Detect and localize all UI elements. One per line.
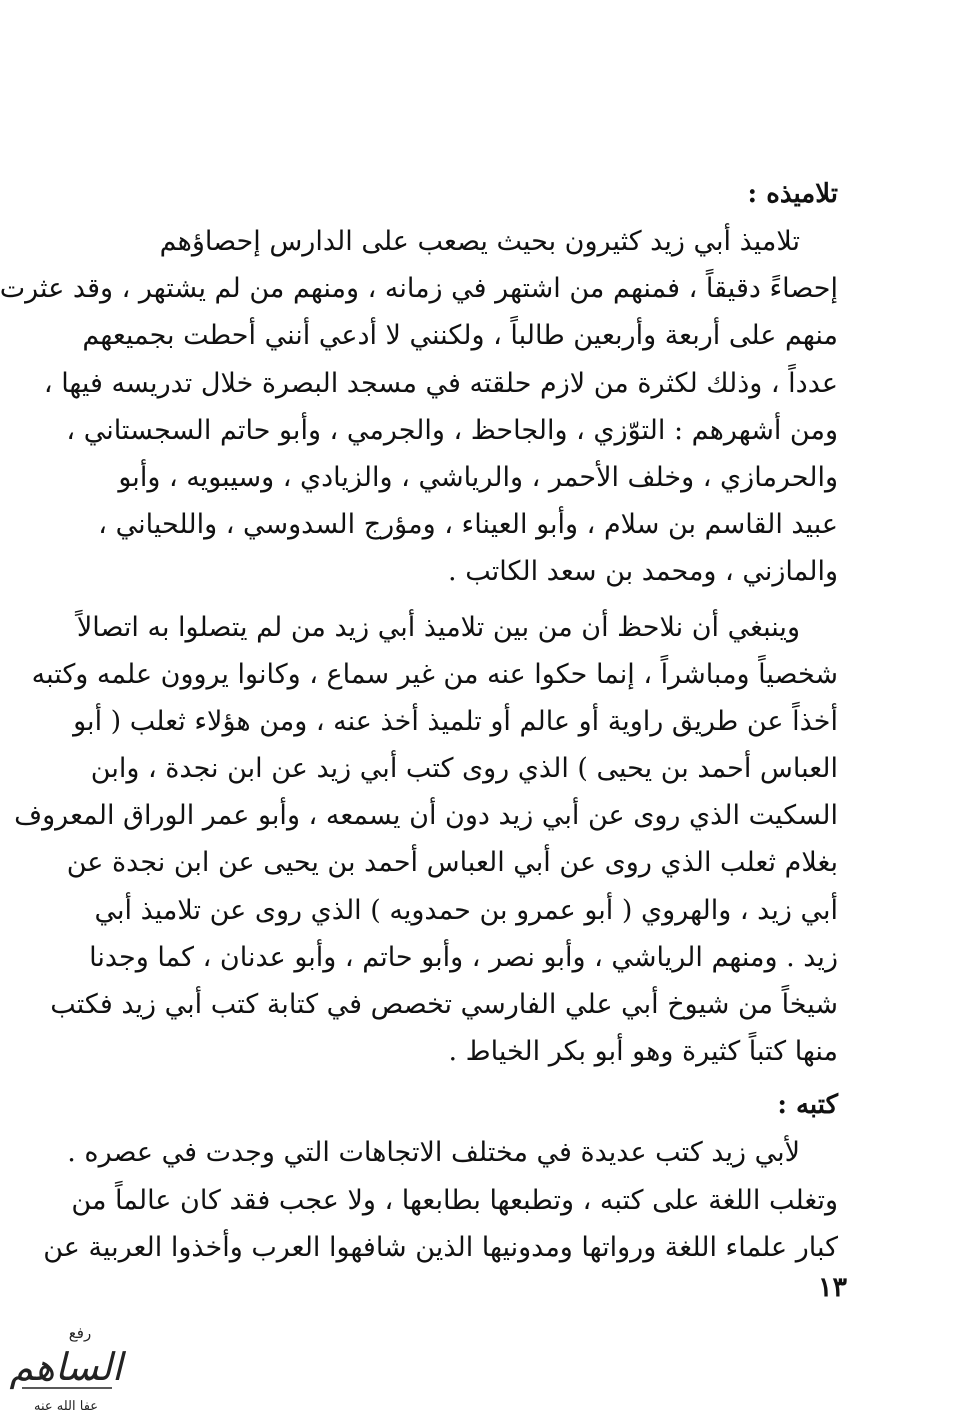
section-heading-books: كتبه : bbox=[777, 1090, 838, 1121]
text-line: أخذاً عن طريق راوية أو عالم أو تلميذ أخذ عنه ، ومن هؤلاء ثعلب ( أبو bbox=[73, 705, 838, 737]
stamp-bottom-text: عفا الله عنه bbox=[33, 1399, 99, 1414]
text-line: والمازني ، ومحمد بن سعد الكاتب . bbox=[448, 556, 838, 588]
text-line: السكيت الذي روى عن أبي زيد دون أن يسمعه ، وأبو عمر الوراق المعروف bbox=[14, 800, 838, 832]
text-line: عدداً ، وذلك لكثرة من لازم حلقته في مسجد البصرة خلال تدريسه فيها ، bbox=[43, 367, 838, 399]
text-line: منها كتباً كثيرة وهو أبو بكر الخياط . bbox=[448, 1036, 838, 1068]
text-line: بغلام ثعلب الذي روى عن أبي العباس أحمد بن يحيى عن ابن نجدة عن bbox=[66, 847, 838, 879]
paragraph-3 bbox=[43, 1129, 838, 1271]
text-line: ومن أشهرهم : التوّزي ، والجاحظ ، والجرمي ، وأبو حاتم السجستاني ، bbox=[66, 414, 838, 446]
stamp-main-text: الساهم bbox=[9, 1345, 123, 1389]
text-line: إحصاءً دقيقاً ، فمنهم من اشتهر في زمانه ، ومنهم من لم يشتهر ، وقد عثرت bbox=[0, 273, 838, 305]
text-line: أبي زيد ، والهروي ( أبو عمرو بن حمدويه ) الذي روى عن تلاميذ أبي bbox=[94, 894, 838, 926]
stamp-top-text: رفع bbox=[68, 1324, 92, 1342]
page-number: ١٣ bbox=[817, 1272, 847, 1303]
stamp-calligraphy bbox=[8, 1318, 124, 1418]
paragraph-2 bbox=[14, 604, 838, 1076]
text-line: شخصياً ومباشراً ، إنما حكوا عنه من غير سماع ، وكانوا يروون علمه وكتبه bbox=[31, 658, 838, 690]
paragraph-1 bbox=[0, 218, 838, 596]
text-line: لأبي زيد كتب عديدة في مختلف الاتجاهات التي وجدت في عصره . bbox=[67, 1137, 800, 1169]
section-heading-students: تلاميذه : bbox=[747, 179, 838, 209]
page-body bbox=[0, 172, 838, 1279]
text-line: شيخاً من شيوخ أبي علي الفارسي تخصص في كتابة كتب أبي زيد فكتب bbox=[50, 989, 838, 1020]
text-line: منهم على أربعة وأربعين طالباً ، ولكنني لا أدعي أنني أحطت بجميعهم bbox=[82, 320, 838, 352]
text-line: وتغلب اللغة على كتبه ، وتطبعها بطابعها ، ولا عجب فقد كان عالماً من bbox=[71, 1184, 838, 1216]
text-line: وينبغي أن نلاحظ أن من بين تلاميذ أبي زيد من لم يتصلوا به اتصالاً bbox=[76, 611, 800, 643]
text-line: العباس أحمد بن يحيى ) الذي روى كتب أبي زيد عن ابن نجدة ، وابن bbox=[90, 753, 838, 785]
text-line: تلاميذ أبي زيد كثيرون بحيث يصعب على الدارس إحصاؤهم bbox=[159, 226, 800, 257]
text-line: زيد . ومنهم الرياشي ، وأبو نصر ، وأبو حاتم ، وأبو عدنان ، كما وجدنا bbox=[89, 941, 838, 973]
watermark-stamp bbox=[8, 1318, 124, 1418]
text-line: عبيد القاسم بن سلام ، وأبو العيناء ، ومؤرج السدوسي ، واللحياني ، bbox=[98, 509, 838, 541]
text-line: كبار علماء اللغة ورواتها ومدونيها الذين شافهوا العرب وأخذوا العربية عن bbox=[43, 1231, 838, 1263]
text-line: والحرمازي ، وخلف الأحمر ، والرياشي ، والزيادي ، وسيبويه ، وأبو bbox=[118, 461, 838, 493]
